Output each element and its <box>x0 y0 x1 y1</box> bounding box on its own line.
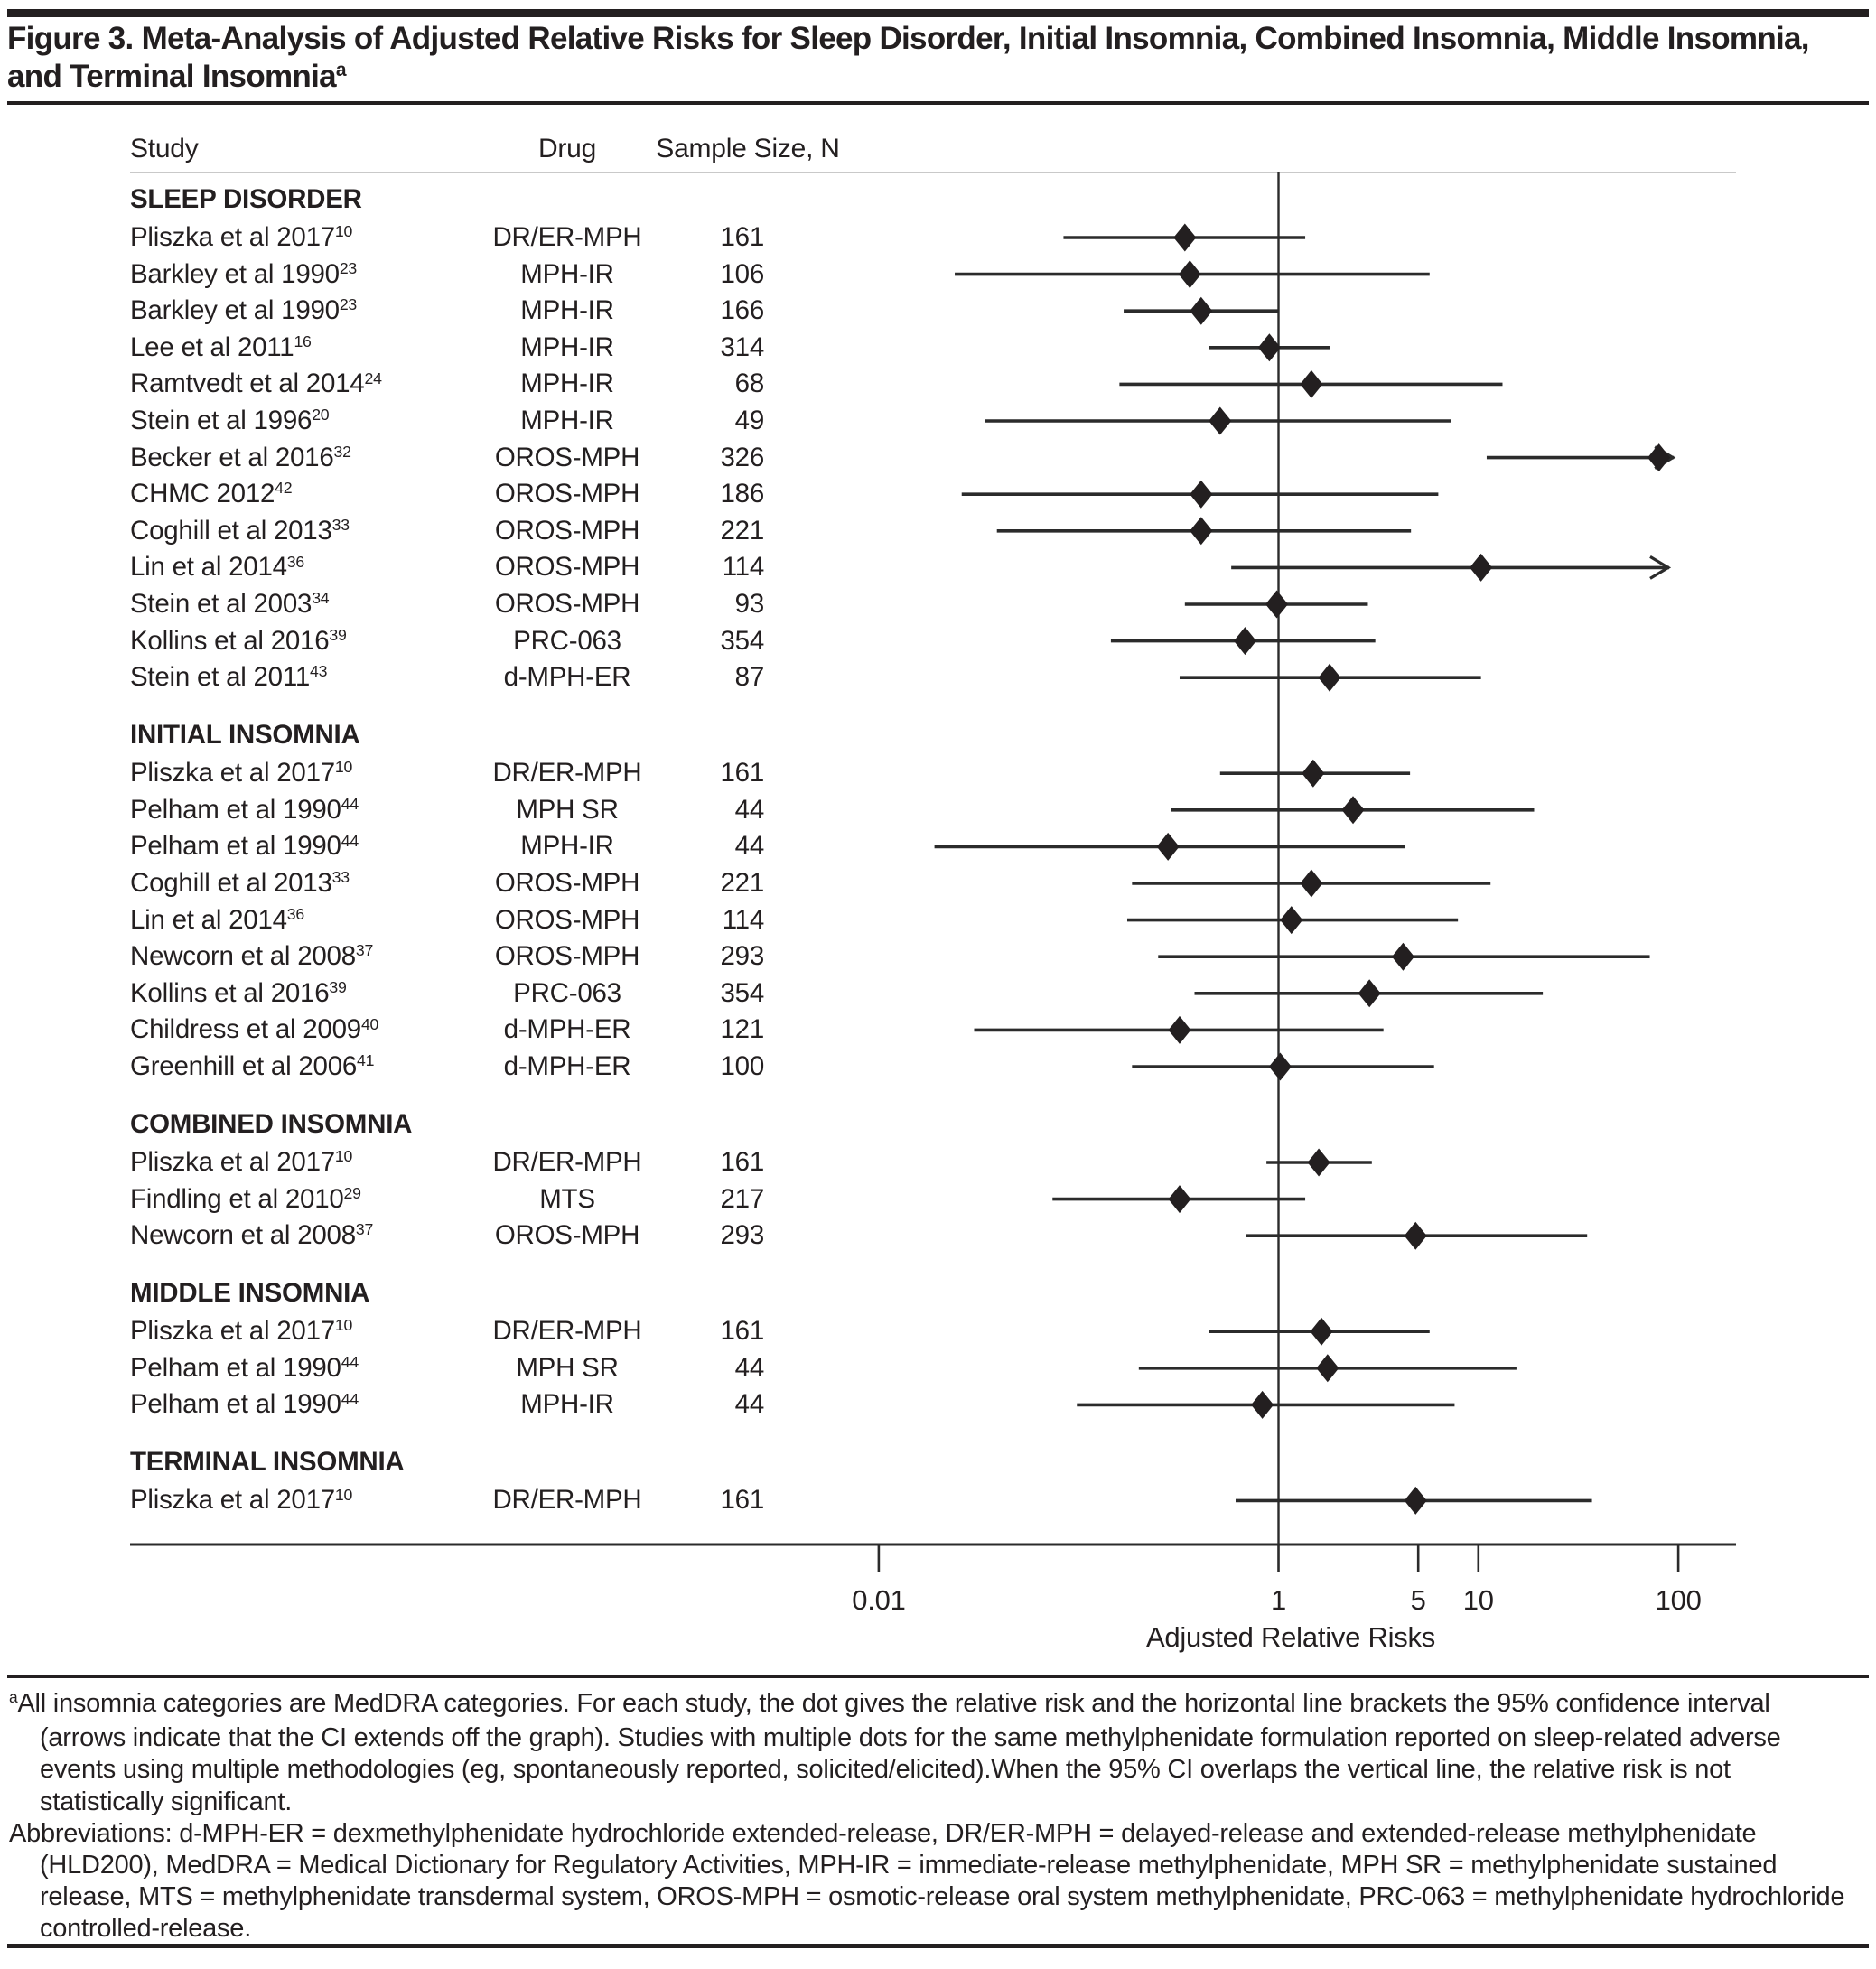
drug-cell: MPH-IR <box>520 369 614 399</box>
x-axis-tick-label: 10 <box>1462 1584 1494 1616</box>
reference-number: 16 <box>294 332 312 351</box>
footnote-line: controlled-release. <box>40 1914 252 1944</box>
study-cell: Findling et al 2010$^{29}$ <box>130 1183 361 1214</box>
study-cell: Coghill et al 2013$^{33}$ <box>130 515 350 546</box>
n-cell: 161 <box>720 1147 764 1177</box>
reference-number: 29 <box>343 1183 361 1202</box>
study-cell: Pliszka et al 2017$^{10}$ <box>130 758 353 789</box>
point-diamond <box>1316 1354 1339 1382</box>
point-diamond <box>1405 1222 1427 1250</box>
x-axis-tick-label: 1 <box>1270 1584 1287 1616</box>
reference-number: 37 <box>355 1220 374 1239</box>
drug-cell: MPH-IR <box>520 406 614 435</box>
drug-cell: DR/ER-MPH <box>492 1316 642 1347</box>
section-header: COMBINED INSOMNIA <box>130 1109 413 1139</box>
n-cell: 68 <box>734 369 764 399</box>
point-diamond <box>1258 333 1281 361</box>
drug-cell: MPH-IR <box>520 831 614 862</box>
n-cell: 49 <box>734 406 764 435</box>
reference-number: 36 <box>286 904 304 923</box>
study-cell: Stein et al 2003$^{34}$ <box>130 589 330 619</box>
drug-cell: OROS-MPH <box>494 479 640 509</box>
point-diamond <box>1342 796 1365 824</box>
footnote-marker: a <box>9 1688 18 1707</box>
study-cell: Pelham et al 1990$^{44}$ <box>130 831 359 862</box>
n-cell: 161 <box>720 222 764 252</box>
reference-number: 41 <box>357 1051 375 1070</box>
study-cell: CHMC 2012$^{42}$ <box>130 479 293 509</box>
point-diamond <box>1209 407 1231 435</box>
drug-cell: d-MPH-ER <box>503 662 631 693</box>
study-cell: Pliszka et al 2017$^{10}$ <box>130 1147 353 1177</box>
x-axis-title: Adjusted Relative Risks <box>1145 1621 1436 1653</box>
study-cell: Barkley et al 1990$^{23}$ <box>130 258 358 289</box>
n-cell: 44 <box>734 1352 764 1383</box>
reference-number: 44 <box>341 1389 359 1408</box>
figure-title-line2: and Terminal Insomnia$^a$ <box>7 59 346 94</box>
point-diamond <box>1173 224 1196 252</box>
reference-number: 23 <box>339 258 358 277</box>
drug-cell: MPH-IR <box>520 1389 614 1420</box>
point-diamond <box>1234 627 1256 655</box>
footnote-line: release, MTS = methylphenidate transdermal system, OROS-MPH = osmotic-release oral system methylphenidate, PRC-063 = methylphenidate hydrochloride <box>40 1882 1845 1912</box>
point-diamond <box>1265 591 1288 619</box>
drug-cell: DR/ER-MPH <box>492 1485 642 1516</box>
drug-cell: MTS <box>539 1183 595 1214</box>
section-header: TERMINAL INSOMNIA <box>130 1447 405 1478</box>
study-cell: Pelham et al 1990$^{44}$ <box>130 1352 359 1383</box>
n-cell: 87 <box>734 662 764 693</box>
footnote-line: (arrows indicate that the CI extends off the graph). Studies with multiple dots for the same methylphenidate formulation reported on sleep-related adverse <box>40 1723 1781 1753</box>
reference-number: 39 <box>329 978 347 997</box>
footnote-line: events using multiple methodologies (eg, spontaneously reported, solicited/elicited).When the 95% CI overlaps the vertical line, the relative risk is not <box>40 1755 1731 1785</box>
study-cell: Lin et al 2014$^{36}$ <box>130 552 304 583</box>
n-cell: 93 <box>734 589 764 619</box>
footnote-marker: a <box>335 60 346 81</box>
study-cell: Newcorn et al 2008$^{37}$ <box>130 1220 374 1251</box>
n-cell: 114 <box>722 904 764 935</box>
drug-cell: PRC-063 <box>513 977 621 1008</box>
point-diamond <box>1179 260 1201 288</box>
n-cell: 121 <box>720 1014 764 1045</box>
point-diamond <box>1392 943 1414 971</box>
drug-cell: MPH-IR <box>520 331 614 362</box>
reference-number: 32 <box>333 442 351 461</box>
point-diamond <box>1300 870 1322 898</box>
n-cell: 44 <box>734 1389 764 1420</box>
point-diamond <box>1358 979 1381 1007</box>
reference-number: 34 <box>312 589 330 608</box>
study-cell: Barkley et al 1990$^{23}$ <box>130 295 358 326</box>
drug-cell: PRC-063 <box>513 625 621 656</box>
study-cell: Kollins et al 2016$^{39}$ <box>130 977 347 1008</box>
column-header-drug: Drug <box>537 134 597 163</box>
reference-number: 10 <box>334 1316 353 1335</box>
drug-cell: DR/ER-MPH <box>492 1147 642 1177</box>
footnote-line: Abbreviations: d-MPH-ER = dexmethylphenidate hydrochloride extended-release, DR/ER-MPH = delayed-release and extended-release methylphenidate <box>9 1818 1757 1848</box>
footnote-rule <box>7 1675 1869 1678</box>
drug-cell: OROS-MPH <box>494 941 640 972</box>
column-header-study: Study <box>130 134 199 163</box>
drug-cell: MPH SR <box>516 1352 619 1383</box>
study-cell: Stein et al 2011$^{43}$ <box>130 662 328 693</box>
point-diamond <box>1190 297 1212 325</box>
study-cell: Kollins et al 2016$^{39}$ <box>130 625 347 656</box>
n-cell: 114 <box>722 552 764 583</box>
point-diamond <box>1308 1149 1330 1177</box>
reference-number: 33 <box>331 516 350 535</box>
drug-cell: MPH-IR <box>520 258 614 289</box>
n-cell: 100 <box>720 1051 764 1081</box>
study-cell: Lee et al 2011$^{16}$ <box>130 331 312 362</box>
point-diamond <box>1251 1391 1274 1419</box>
point-diamond <box>1190 517 1212 545</box>
study-cell: Childress et al 2009$^{40}$ <box>130 1014 379 1045</box>
point-diamond <box>1647 443 1670 471</box>
n-cell: 44 <box>734 794 764 825</box>
n-cell: 314 <box>720 331 764 362</box>
study-cell: Stein et al 1996$^{20}$ <box>130 406 330 435</box>
study-cell: Pelham et al 1990$^{44}$ <box>130 1389 359 1420</box>
drug-cell: OROS-MPH <box>494 589 640 619</box>
study-cell: Pliszka et al 2017$^{10}$ <box>130 222 353 252</box>
reference-number: 10 <box>334 1485 353 1504</box>
point-diamond <box>1168 1185 1190 1213</box>
n-cell: 354 <box>720 977 764 1008</box>
x-axis-tick-label: 0.01 <box>852 1584 906 1616</box>
x-axis-tick-label: 100 <box>1655 1584 1702 1616</box>
n-cell: 326 <box>720 442 764 472</box>
point-diamond <box>1470 554 1492 582</box>
reference-number: 42 <box>275 479 293 498</box>
reference-number: 33 <box>331 868 350 887</box>
reference-number: 44 <box>341 1353 359 1372</box>
reference-number: 40 <box>360 1014 379 1033</box>
section-header: INITIAL INSOMNIA <box>130 720 360 751</box>
study-cell: Becker et al 2016$^{32}$ <box>130 442 351 472</box>
footnotes <box>9 1688 1865 1946</box>
drug-cell: DR/ER-MPH <box>492 222 642 252</box>
footnote-line: $^a$All insomnia categories are MedDRA categories. For each study, the dot gives the relative risk and the horizontal line brackets the 95% confidence interval <box>9 1688 1770 1718</box>
study-cell: Greenhill et al 2006$^{41}$ <box>130 1051 375 1081</box>
x-axis-tick-label: 5 <box>1410 1584 1426 1616</box>
study-cell: Lin et al 2014$^{36}$ <box>130 904 304 935</box>
n-cell: 44 <box>734 831 764 862</box>
drug-cell: MPH SR <box>516 794 619 825</box>
point-diamond <box>1311 1318 1333 1346</box>
drug-cell: DR/ER-MPH <box>492 758 642 789</box>
drug-cell: OROS-MPH <box>494 1220 640 1251</box>
study-cell: Coghill et al 2013$^{33}$ <box>130 868 350 898</box>
reference-number: 36 <box>286 552 304 571</box>
figure-bottom-rule <box>7 1944 1869 1948</box>
footnote-line: statistically significant. <box>40 1787 293 1816</box>
n-cell: 293 <box>720 1220 764 1251</box>
section-header: MIDDLE INSOMNIA <box>130 1278 370 1309</box>
n-cell: 217 <box>720 1183 764 1214</box>
point-diamond <box>1168 1016 1190 1044</box>
point-diamond <box>1405 1487 1427 1515</box>
drug-cell: OROS-MPH <box>494 515 640 546</box>
drug-cell: MPH-IR <box>520 295 614 326</box>
n-cell: 221 <box>720 868 764 898</box>
reference-number: 43 <box>310 662 328 681</box>
reference-number: 23 <box>339 295 358 314</box>
study-cell: Newcorn et al 2008$^{37}$ <box>130 941 374 972</box>
point-diamond <box>1318 664 1340 692</box>
drug-cell: d-MPH-ER <box>503 1051 631 1081</box>
drug-cell: OROS-MPH <box>494 552 640 583</box>
drug-cell: OROS-MPH <box>494 868 640 898</box>
figure-title-line1: Figure 3. Meta-Analysis of Adjusted Relative Risks for Sleep Disorder, Initial Insomnia, Combined Insomnia, Middle Insomnia, <box>7 21 1809 56</box>
reference-number: 10 <box>334 758 353 777</box>
n-cell: 354 <box>720 625 764 656</box>
n-cell: 161 <box>720 1485 764 1516</box>
point-diamond <box>1190 481 1212 509</box>
n-cell: 221 <box>720 515 764 546</box>
reference-number: 39 <box>329 625 347 644</box>
n-cell: 106 <box>720 258 764 289</box>
drug-cell: OROS-MPH <box>494 904 640 935</box>
n-cell: 161 <box>720 758 764 789</box>
point-diamond <box>1280 906 1302 934</box>
study-cell: Pliszka et al 2017$^{10}$ <box>130 1316 353 1347</box>
reference-number: 10 <box>334 222 353 241</box>
n-cell: 161 <box>720 1316 764 1347</box>
point-diamond <box>1300 370 1322 398</box>
section-header: SLEEP DISORDER <box>130 184 362 214</box>
n-cell: 293 <box>720 941 764 972</box>
column-header-n: Sample Size, N <box>656 134 840 163</box>
study-cell: Pliszka et al 2017$^{10}$ <box>130 1485 353 1516</box>
drug-cell: OROS-MPH <box>494 442 640 472</box>
n-cell: 166 <box>720 295 764 326</box>
study-cell: Ramtvedt et al 2014$^{24}$ <box>130 369 382 399</box>
point-diamond <box>1302 760 1324 788</box>
reference-number: 37 <box>355 941 374 960</box>
reference-number: 20 <box>312 406 330 425</box>
reference-number: 44 <box>341 795 359 814</box>
reference-number: 10 <box>334 1147 353 1166</box>
n-cell: 186 <box>720 479 764 509</box>
reference-number: 24 <box>364 369 382 387</box>
point-diamond <box>1269 1053 1292 1081</box>
footnote-line: (HLD200), MedDRA = Medical Dictionary for Regulatory Activities, MPH-IR = immediate-release methylphenidate, MPH SR = methylphenidate sustained <box>40 1851 1778 1880</box>
point-diamond <box>1157 833 1180 861</box>
study-cell: Pelham et al 1990$^{44}$ <box>130 794 359 825</box>
reference-number: 44 <box>341 831 359 850</box>
drug-cell: d-MPH-ER <box>503 1014 631 1045</box>
